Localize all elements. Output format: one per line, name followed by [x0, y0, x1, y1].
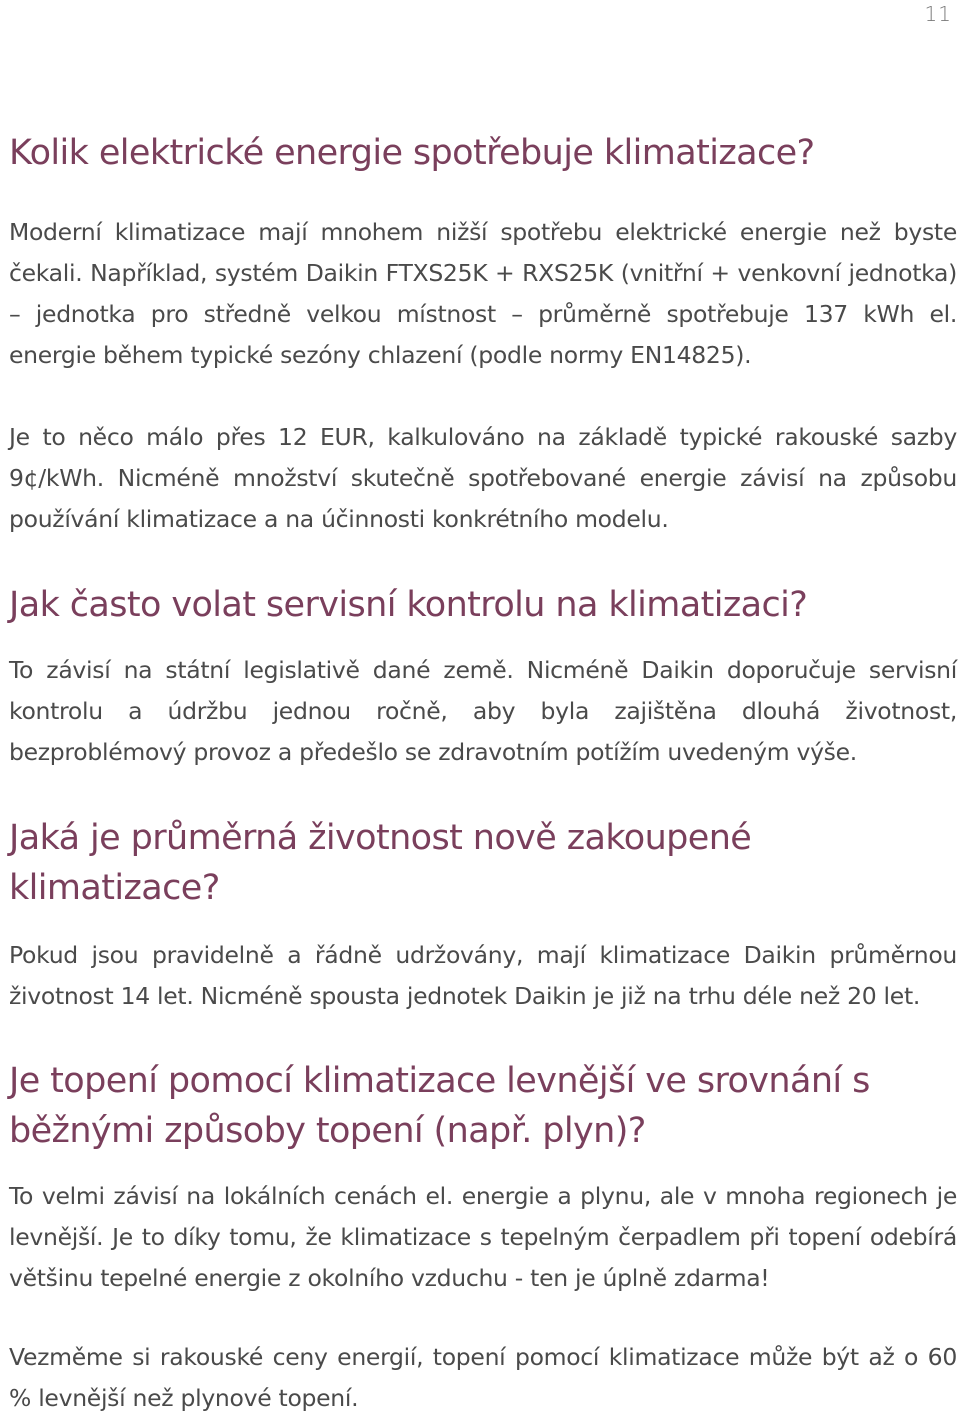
paragraph-heating-cost-2: Vezměme si rakouské ceny energií, topení pomocí klimatizace může být až o 60 % levnější než plynové topení.: [9, 1343, 957, 1412]
paragraph-heating-cost-1: To velmi závisí na lokálních cenách el. energie a plynu, ale v mnoha regionech je levnější. Je to díky tomu, že klimatizace s tepelným čerpadlem při topení odebírá většinu tepelné energie z okolního vzduchu - ten je úplně zdarma!: [9, 1182, 957, 1292]
heading-service-frequency: Jak často volat servisní kontrolu na klimatizaci?: [9, 585, 808, 625]
heading-lifespan: Jaká je průměrná životnost nově zakoupené klimatizace?: [9, 818, 752, 908]
paragraph-service-frequency: To závisí na státní legislativě dané země. Nicméně Daikin doporučuje servisní kontrolu a údržbu jednou ročně, aby byla zajištěna dlouhá životnost, bezproblémový provoz a předešlo se zdravotním potížím uvedeným výše.: [9, 656, 957, 766]
paragraph-energy-consumption-1: Moderní klimatizace mají mnohem nižší spotřebu elektrické energie než byste čekali. Například, systém Daikin FTXS25K + RXS25K (vnitřní + venkovní jednotka) – jednotka pro středně velkou místnost – průměrně spotřebuje 137 kWh el. energie během typické sezóny chlazení (podle normy EN14825).: [9, 218, 957, 369]
heading-energy-consumption: Kolik elektrické energie spotřebuje klimatizace?: [9, 133, 815, 173]
paragraph-energy-consumption-2: Je to něco málo přes 12 EUR, kalkulováno na základě typické rakouské sazby 9¢/kWh. Nicméně množství skutečně spotřebované energie závisí na způsobu používání klimatizace a na účinnosti konkrétního modelu.: [9, 423, 957, 533]
paragraph-lifespan: Pokud jsou pravidelně a řádně udržovány, mají klimatizace Daikin průměrnou životnost 14 let. Nicméně spousta jednotek Daikin je již na trhu déle než 20 let.: [9, 941, 957, 1010]
heading-heating-cost: Je topení pomocí klimatizace levnější ve srovnání s běžnými způsoby topení (např. plyn)?: [9, 1061, 870, 1151]
page-number: 11: [924, 2, 952, 26]
document-body: [9, 128, 957, 1419]
